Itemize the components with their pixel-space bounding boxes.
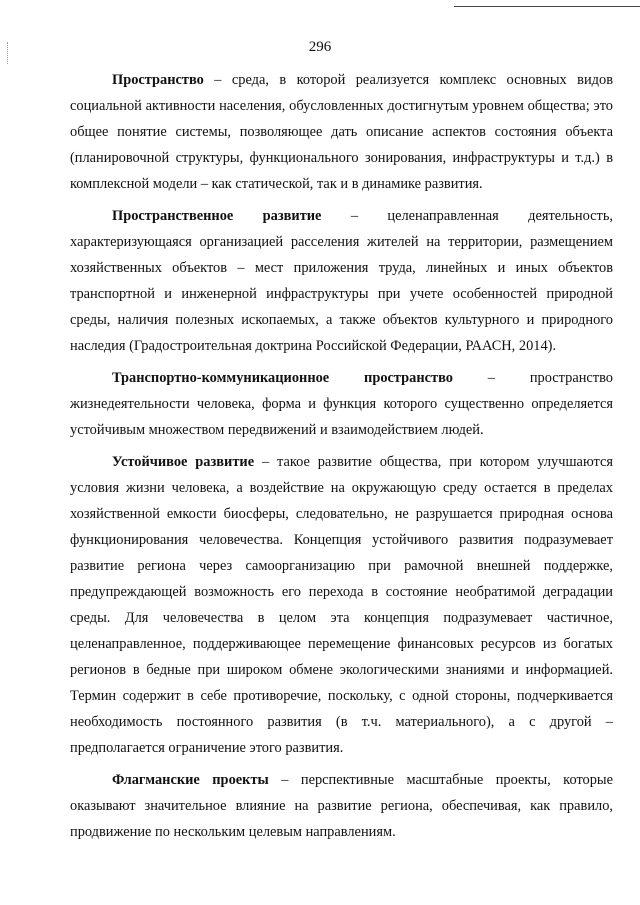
- term: Пространство: [112, 72, 204, 88]
- definition-text: – перспективные масштабные проекты, которые оказывают значительное влияние на развитие региона, обеспечивая, как правило, продвижение по нескольким целевым направлениям.: [70, 772, 613, 840]
- definition-text: – такое развитие общества, при котором улучшаются условия жизни человека, а воздействие на окружающую среду остается в пределах хозяйственной емкости биосферы, следовательно, не разрушается природная основа функционирования человечества. Концепция устойчивого развития подразумевает развитие региона через самоорганизацию при рамочной внешней поддержке, предупреждающей возможность его перехода в состояние необратимой деградации среды. Для человечества в целом эта концепция подразумевает частичное, целенаправленное, поддерживающее перемещение финансовых ресурсов из богатых регионов в бедные при широком обмене экологическими знаниями и информацией. Термин содержит в себе противоречие, поскольку, с одной стороны, подчеркивается необходимость постоянного развития (в т.ч. материального), а с другой – предполагается ограничение этого развития.: [70, 454, 613, 756]
- top-rule: [454, 6, 640, 7]
- definition-text: – целенаправленная деятельность, характеризующаяся организацией расселения жителей на территории, размещением хозяйственных объектов – мест приложения труда, линейных и иных объектов транспортной и инженерной инфраструктуры при учете особенностей природной среды, наличия полезных ископаемых, а также объектов культурного и природного наследия (Градостроительная доктрина Российской Федерации, РААСН, 2014).: [70, 208, 613, 354]
- term: Транспортно-коммуникационное пространство: [112, 370, 453, 386]
- document-body: [70, 67, 613, 851]
- definition-paragraph: [70, 203, 613, 359]
- term: Устойчивое развитие: [112, 454, 255, 470]
- term: Флагманские проекты: [112, 772, 269, 788]
- definition-paragraph: [70, 449, 613, 761]
- definition-text: – среда, в которой реализуется комплекс основных видов социальной активности населения, обусловленных достигнутым уровнем общества; это общее понятие системы, позволяющее дать описание аспектов состояния объекта (планировочной структуры, функционального зонирования, инфраструктуры и т.д.) в комплексной модели – как статической, так и в динамике развития.: [70, 72, 613, 192]
- term: Пространственное развитие: [112, 208, 322, 224]
- definition-paragraph: [70, 67, 613, 197]
- page-number: 296: [308, 39, 332, 55]
- definition-paragraph: [70, 767, 613, 845]
- definition-paragraph: [70, 365, 613, 443]
- definition-text: – пространство жизнедеятельности человека, форма и функция которого существенно определяется устойчивым множеством передвижений и взаимодействием людей.: [70, 370, 613, 438]
